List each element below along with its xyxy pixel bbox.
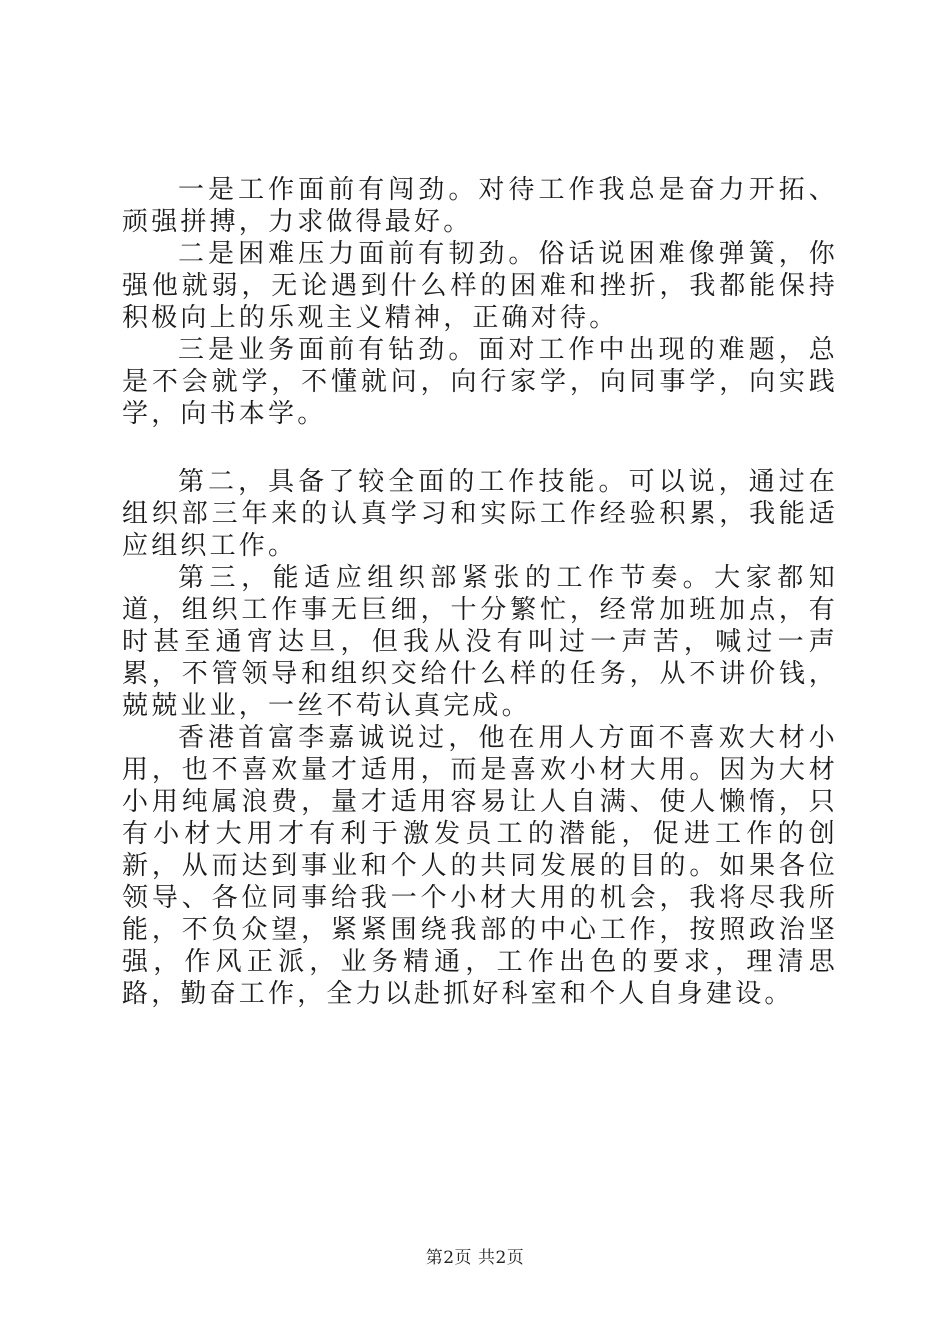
paragraph: 一是工作面前有闯劲。对待工作我总是奋力开拓、顽强拼搏，力求做得最好。 — [122, 175, 838, 237]
document-body — [122, 174, 838, 1010]
paragraph: 二是困难压力面前有韧劲。俗话说困难像弹簧，你强他就弱，无论遇到什么样的困难和挫折，我都能保持积极向上的乐观主义精神，正确对待。 — [122, 239, 838, 333]
paragraph: 第三，能适应组织部紧张的工作节奏。大家都知道，组织工作事无巨细，十分繁忙，经常加班加点，有时甚至通宵达旦，但我从没有叫过一声苦，喊过一声累，不管领导和组织交给什么样的任务，从不讲价钱，兢兢业业，一丝不苟认真完成。 — [122, 563, 838, 721]
paragraph: 香港首富李嘉诚说过，他在用人方面不喜欢大材小用，也不喜欢量才适用，而是喜欢小材大用。因为大材小用纯属浪费，量才适用容易让人自满、使人懒惰，只有小材大用才有利于激发员工的潜能，促进工作的创新，从而达到事业和个人的共同发展的目的。如果各位领导、各位同事给我一个小材大用的机会，我将尽我所能，不负众望，紧紧围绕我部的中心工作，按照政治坚强，作风正派，业务精通，工作出色的要求，理清思路，勤奋工作，全力以赴抓好科室和个人自身建设。 — [122, 723, 838, 1009]
page-number-footer: 第2页 共2页 — [425, 1248, 525, 1268]
paragraph: 三是业务面前有钻劲。面对工作中出现的难题，总是不会就学，不懂就问，向行家学，向同事学，向实践学，向书本学。 — [122, 335, 838, 429]
paragraph: 第二，具备了较全面的工作技能。可以说，通过在组织部三年来的认真学习和实际工作经验积累，我能适应组织工作。 — [122, 467, 838, 561]
paragraph-gap — [122, 430, 838, 466]
